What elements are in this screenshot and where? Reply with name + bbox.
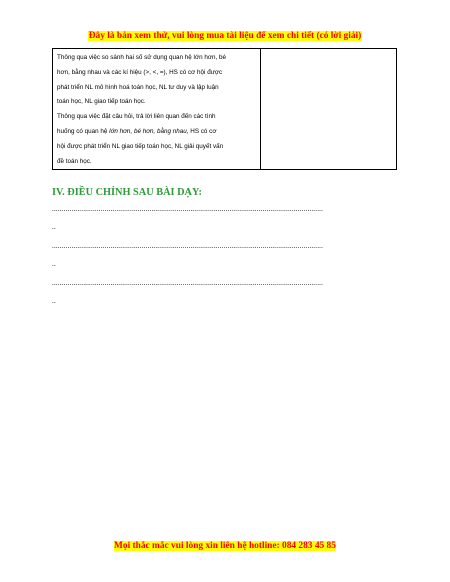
para2-line-2-suffix: HS có cơ [188,127,217,135]
hotline-footer-text: Mọi thắc mắc vui lòng xin liên hệ hotline: 084 283 45 85 [114,541,336,551]
dotted-line-1: ........................................................................................................................................... [52,205,324,213]
preview-banner [0,25,450,43]
para1-line-4: toán học, NL giao tiếp toán học. [57,98,146,106]
preview-banner-text: Đây là bản xem thử, vui lòng mua tài liệu để xem chi tiết (có lời giải) [88,31,362,41]
hotline-footer [0,535,450,553]
para2-line-2-prefix: huống có quan hệ [57,127,110,135]
section-heading: IV. ĐIỀU CHỈNH SAU BÀI DẠY: [52,187,202,198]
para2-line-4: đề toán học. [57,157,92,165]
paragraph-2 [57,110,257,169]
para1-line-2: hơn, bằng nhau và các kí hiệu (>, <, =), HS có cơ hội được [57,68,223,76]
para2-line-3: hội được phát triển NL giao tiếp toán học, NL giải quyết vấn [57,142,224,150]
para1-line-1: Thông qua việc so sánh hai số sử dụng quan hệ lớn hơn, bé [57,54,226,61]
dotted-line-2: ........................................................................................................................................... [52,242,324,250]
table-cell-left [57,51,257,169]
dotted-line-2-tail: .. [52,260,56,268]
dotted-line-3: ........................................................................................................................................... [52,279,324,287]
paragraph-1 [57,51,257,110]
para2-line-2-italic: lớn hơn, bé hơn, bằng nhau, [109,127,189,135]
dotted-line-1-tail: .. [52,223,56,231]
table-column-divider [260,49,261,169]
para2-line-1: Thông qua việc đặt câu hỏi, trả lời liên quan đến các tình [57,113,216,121]
dotted-line-3-tail: .. [52,297,56,305]
content-table [52,48,397,170]
para1-line-3: phát triển NL mô hình hoá toán học, NL tư duy và lập luận [57,83,219,91]
